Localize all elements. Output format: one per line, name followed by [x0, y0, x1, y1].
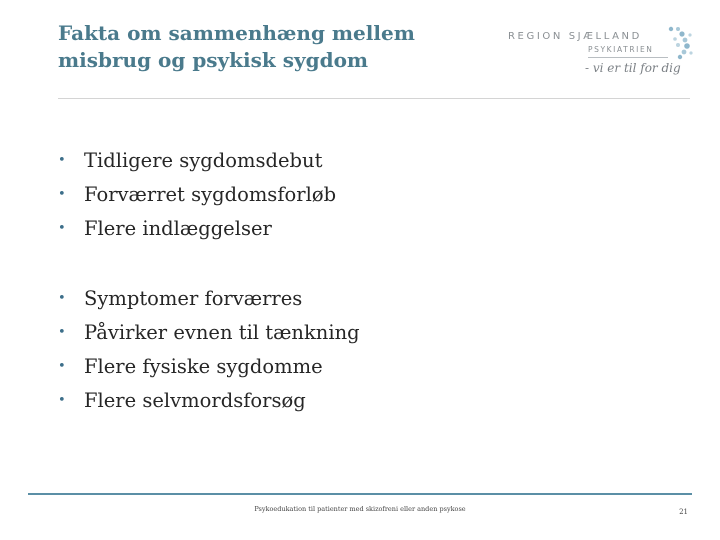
bullet-marker: •	[58, 359, 66, 374]
logo-divider	[588, 57, 668, 58]
bullet-text: Flere fysiske sygdomme	[84, 355, 323, 378]
bullet-marker: •	[58, 393, 66, 408]
bullet-marker: •	[58, 187, 66, 202]
bullet-text: Tidligere sygdomsdebut	[84, 149, 323, 172]
bullet-text: Flere indlæggelser	[84, 217, 272, 240]
bullet-item	[58, 350, 360, 384]
page-number: 21	[679, 508, 688, 516]
bullet-marker: •	[58, 153, 66, 168]
bullet-item	[58, 212, 336, 246]
bullet-list-1	[58, 144, 336, 246]
slide-title-line-2: misbrug og psykisk sygdom	[58, 48, 369, 72]
slide-title	[58, 20, 478, 74]
bullet-item	[58, 316, 360, 350]
bullet-text: Flere selvmordsforsøg	[84, 389, 306, 412]
footer-text: Psykoedukation til patienter med skizofreni eller anden psykose	[254, 505, 466, 513]
title-divider	[58, 98, 690, 99]
bullet-text: Symptomer forværres	[84, 287, 303, 310]
slide-title-line-1: Fakta om sammenhæng mellem	[58, 21, 415, 45]
bullet-list-2	[58, 282, 360, 418]
logo-tagline: - vi er til for dig	[585, 61, 681, 75]
bullet-marker: •	[58, 325, 66, 340]
bullet-item	[58, 384, 360, 418]
logo-name: REGION SJÆLLAND	[508, 31, 642, 42]
region-sjaelland-logo	[508, 26, 694, 88]
bullet-item	[58, 282, 360, 316]
logo-dots-icon	[658, 26, 694, 66]
bullet-marker: •	[58, 221, 66, 236]
bullet-item	[58, 178, 336, 212]
bullet-text: Påvirker evnen til tænkning	[84, 321, 360, 344]
bullet-item	[58, 144, 336, 178]
bullet-text: Forværret sygdomsforløb	[84, 183, 337, 206]
logo-subtitle: PSYKIATRIEN	[588, 45, 654, 54]
bullet-marker: •	[58, 291, 66, 306]
footer-divider	[28, 493, 692, 495]
